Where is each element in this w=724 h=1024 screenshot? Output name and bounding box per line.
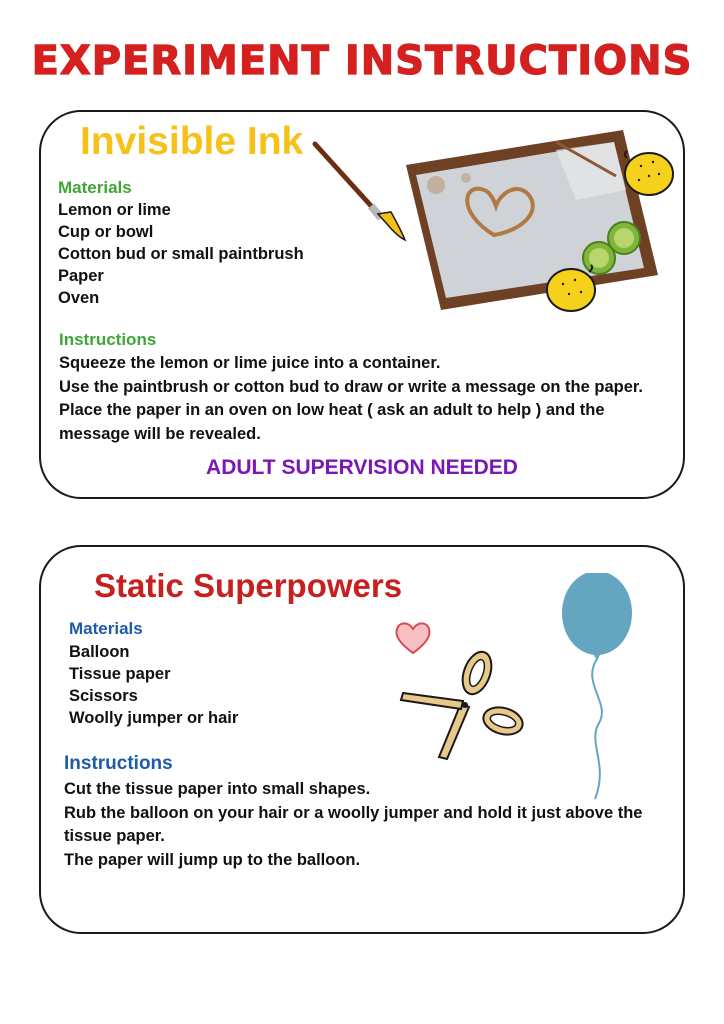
list-item: Cup or bowl: [58, 223, 154, 241]
instructions-list: [59, 352, 659, 446]
materials-list: [58, 199, 304, 309]
materials-list: [69, 641, 238, 729]
invisible-ink-card: [39, 110, 685, 499]
lemon-icon: [619, 146, 679, 202]
list-item: Woolly jumper or hair: [69, 709, 239, 727]
static-superpowers-card: [39, 545, 685, 934]
static-superpowers-title: Static Superpowers: [94, 567, 403, 604]
list-item: Oven: [58, 289, 100, 307]
list-item: Rub the balloon on your hair or a woolly jumper and hold it just above the tissue paper.: [64, 803, 643, 845]
list-item: Place the paper in an oven on low heat ( ask an adult to help ) and the message will be revealed.: [59, 401, 605, 443]
lemon-icon: [541, 262, 601, 318]
list-item: Lemon or lime: [58, 201, 171, 219]
list-item: The paper will jump up to the balloon.: [64, 850, 361, 869]
instructions-label: Instructions: [59, 330, 157, 349]
list-item: Paper: [58, 267, 104, 285]
list-item: Squeeze the lemon or lime juice into a container.: [59, 354, 441, 372]
balloon-icon: [551, 573, 641, 803]
materials-label: Materials: [69, 619, 143, 638]
list-item: Cotton bud or small paintbrush: [58, 245, 304, 263]
materials-label: Materials: [58, 178, 132, 197]
list-item: Use the paintbrush or cotton bud to draw or write a message on the paper.: [59, 377, 644, 396]
list-item: Balloon: [69, 643, 130, 661]
invisible-ink-title: Invisible Ink: [80, 120, 304, 163]
list-item: Cut the tissue paper into small shapes.: [64, 780, 371, 798]
instructions-label: Instructions: [64, 753, 173, 774]
list-item: Scissors: [69, 687, 138, 705]
scissors-icon: [399, 645, 529, 765]
list-item: Tissue paper: [69, 665, 171, 683]
page-title: EXPERIMENT INSTRUCTIONS: [31, 38, 693, 84]
adult-supervision-warning: ADULT SUPERVISION NEEDED: [206, 456, 518, 479]
